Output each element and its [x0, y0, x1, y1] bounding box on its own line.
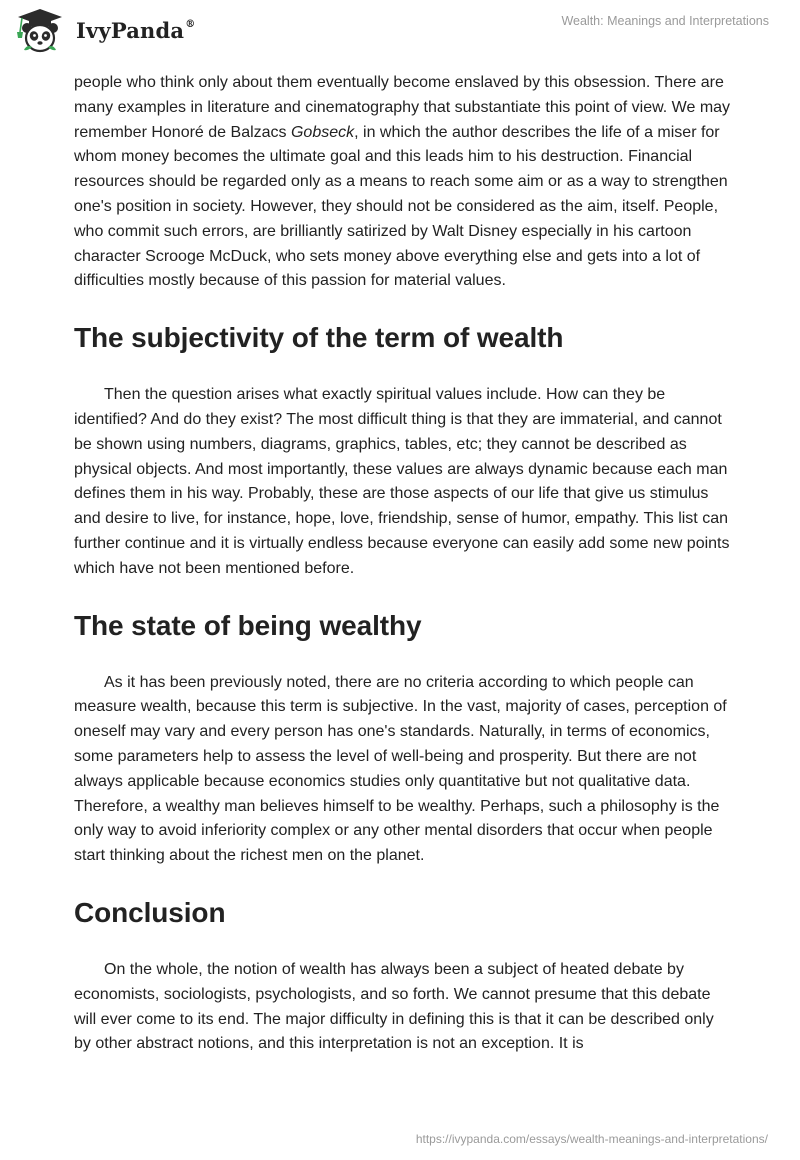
source-url[interactable]: https://ivypanda.com/essays/wealth-meanings-and-interpretations/: [415, 1132, 768, 1146]
section-heading-conclusion: Conclusion: [74, 896, 226, 928]
section-paragraph-conclusion: On the whole, the notion of wealth has always been a subject of heated debate by economists, sociologists, psychologists, and so forth. We cannot presume that this debate will ever come to its end. The major difficulty in defining this is that it can be described only by other abstract notions, and this interpretation is not an exception. It is: [74, 960, 714, 1053]
panda-graduate-icon: [14, 8, 66, 54]
section-paragraph-being-wealthy: As it has been previously noted, there are no criteria according to which people can measure wealth, because this term is subjective. In the vast, majority of cases, perception of oneself may vary and every person has one's standards. Naturally, in terms of economics, some parameters help to assess the level of well-being and prosperity. But there are not always applicable because economics studies only quantitative but not qualitative data. Therefore, a wealthy man believes himself to be wealthy. Perhaps, such a philosophy is the only way to avoid inferiority complex or any other mental disorders that occur when people start thinking about the richest men on the planet.: [74, 673, 727, 865]
brand-name: [76, 18, 195, 43]
page-header: [0, 0, 800, 64]
section-heading-subjectivity: The subjectivity of the term of wealth: [74, 322, 564, 354]
article-body: [74, 71, 734, 1057]
paragraph-intro: [74, 71, 734, 294]
document-title: Wealth: Meanings and Interpretations: [561, 14, 769, 28]
section-paragraph-subjectivity: Then the question arises what exactly spiritual values include. How can they be identified? And do they exist? The most difficult thing is that they are immaterial, and cannot be shown using numbers, diagrams, graphics, tables, etc; they cannot be described as physical objects. And most importantly, these values are always dynamic because each man defines them in his way. Probably, these are those aspects of our life that give us stimulus and desire to live, for instance, hope, love, friendship, sense of humor, empathy. This list can further continue and it is virtually endless because everyone can easily add some new points which have not been mentioned before.: [74, 386, 730, 577]
section-heading-being-wealthy: The state of being wealthy: [74, 609, 422, 641]
paragraph-intro-part2: , in which the author describes the life of a miser for whom money becomes the ultimate goal and this leads him to his destruction. Financial resources should be regarded only as a means to reach some aim or as a way to strengthen one's position in society. However, they should not be considered as the aim, itself. People, who commit such errors, are brilliantly satirized by Walt Disney especially in his cartoon character Scrooge McDuck, who sets money above everything else and gets into a lot of difficulties mostly because of this passion for material values.: [74, 123, 728, 290]
brand-logo[interactable]: [14, 8, 195, 54]
brand-name-text: IvyPanda: [76, 17, 185, 43]
book-title-gobseck: Gobseck: [290, 123, 355, 141]
paragraph-intro-part1: people who think only about them eventually become enslaved by this obsession. There are many examples in literature and cinematography that substantiate this point of view. We may remember Honoré de Balzacs: [74, 74, 731, 141]
registered-mark: ®: [185, 18, 196, 30]
